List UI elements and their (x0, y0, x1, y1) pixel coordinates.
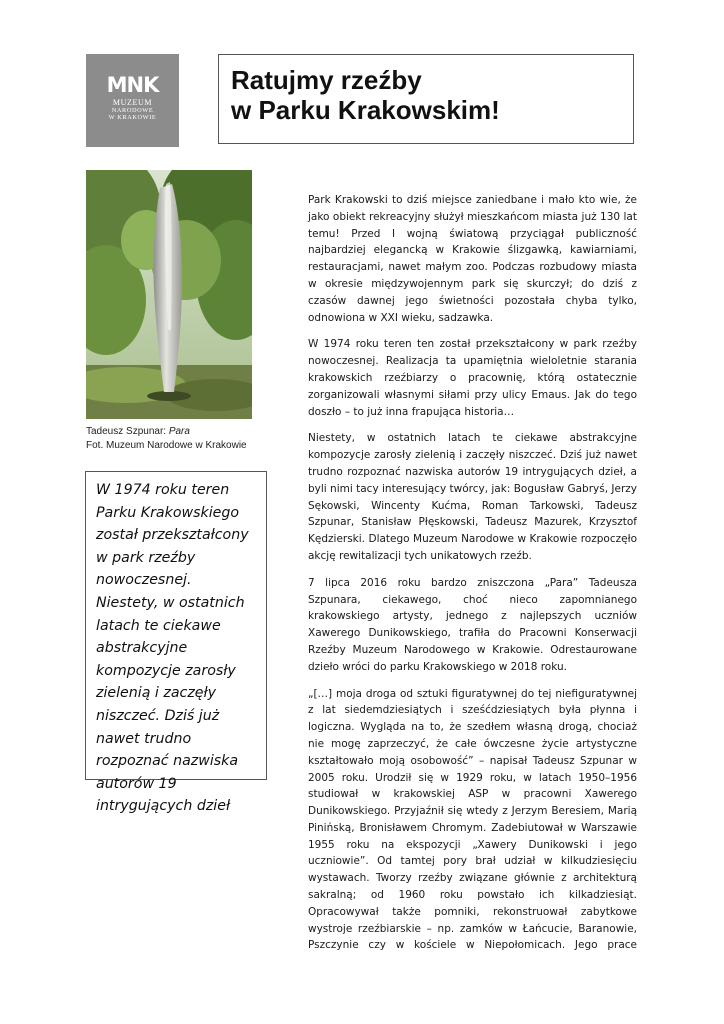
logo-line-1: MUZEUM (112, 98, 153, 107)
sculpture-photo (86, 170, 252, 419)
caption-credit: Fot. Muzeum Narodowe w Krakowie (86, 440, 247, 451)
article-paragraph-3: Niestety, w ostatnich latach te ciekawe abstrakcyjne kompozycje zarosły zielenią i zaczęły niszczeć. Dziś już nawet trudno rozpoznać nazwiska autorów 19 intrygujących dzieł, a byli nimi tacy interesujący twórcy, jak: Bogusław Gabryś, Jerzy Sękowski, Wincenty Kućma, Roman Tarkowski, Tadeusz Szpunar, Stanisław Płęskowski, Tadeusz Mazurek, Krzysztof Kędzierski. Dlatego Muzeum Narodowe w Krakowie rozpoczęło akcję rewitalizacji tych unikatowych rzeźb. (308, 432, 637, 562)
logo-line-2: NARODOWE (111, 107, 154, 114)
article-paragraph-5: „[…] moja droga od sztuki figuratywnej do tej niefiguratywnej z lat siedemdziesiątych i sześćdziesiątych była płynna i logiczna. Wygląda na to, że szedłem własną drogą, chociaż nie mogę zaprzeczyć, że całe ówczesne życie artystyczne kształtowało moją osobowość” – napisał Tadeusz Szpunar w 2005 roku. Urodził się w 1929 roku, w latach 1950–1956 studiował w krakowskiej ASP w pracowni Xawerego Dunikowskiego. Przyjaźnił się wtedy z Jerzym Beresiem, Marią Pinińską, Bronisławem Chromym. Zadebiutował w Warszawie 1955 roku na ekspozycji „Xawery Dunikowski i jego uczniowie”. Od tamtej pory brał udział w kilkudziesięciu wystawach. Tworzy rzeźby związane głównie z architekturą sakralną; od 1960 roku powstało ich kilkadziesiąt. Opracowywał także pomniki, rekonstruował zabytkowe wystroje rzeźbiarskie – np. zamków w Łańcucie, Baranowie, Pszczynie czy w kościele w Niepołomicach. Jego prace (308, 687, 637, 952)
page-bottom-margin (0, 952, 724, 1024)
article-paragraph-1: Park Krakowski to dziś miejsce zaniedbane i mało kto wie, że jako obiekt rekreacyjny służył mieszkańcom miasta już 130 lat temu! Przed I wojną światową przyciągał publiczność najbardziej elegancką w Krakowie ślizgawką, kawiarniami, restauracjami, nawet małym zoo. Podczas rozbudowy miasta w okresie międzywojennym park się skurczył; do dziś z czasów dawnej jego świetności pozostała chyba tylko, odnowiona w XXI wieku, sadzawka. (308, 194, 637, 324)
title-line-2: w Parku Krakowskim! (231, 95, 500, 125)
logo-mark: MNK (106, 73, 159, 97)
museum-logo (86, 54, 179, 147)
title-line-1: Ratujmy rzeźby (231, 65, 422, 95)
logo-line-3: W KRAKOWIE (108, 114, 157, 122)
sculpture-image (86, 170, 252, 419)
page-title (231, 65, 621, 125)
photo-caption (86, 425, 266, 453)
article-paragraph-2: W 1974 roku teren ten został przekształcony w park rzeźby nowoczesnej. Realizacja ta upamiętnia wieloletnie starania krakowskich rzeźbiarzy o pracownię, którą ostatecznie zorganizowali własnymi siłami przy ulicy Emaus. Jak do tego doszło – to już inna frapująca historia… (308, 338, 637, 418)
pull-quote-box (85, 471, 267, 815)
article-body (308, 192, 637, 981)
pull-quote: W 1974 roku teren Parku Krakowskiego został przekształcony w park rzeźby nowoczesnej. Niestety, w ostatnich latach te ciekawe abstrakcyjne kompozycje zarosły zielenią i zaczęły niszczeć. Dziś już nawet trudno rozpoznać nazwiska autorów 19 intrygujących dzieł (96, 482, 249, 815)
caption-work: Para (168, 426, 190, 437)
caption-author: Tadeusz Szpunar: (86, 426, 169, 437)
article-paragraph-4: 7 lipca 2016 roku bardzo zniszczona „Para” Tadeusza Szpunara, ciekawego, choć nieco zapomnianego krakowskiego artysty, jednego z najlepszych uczniów Xawerego Dunikowskiego, trafiła do Pracowni Konserwacji Rzeźby Muzeum Narodowego w Krakowie. Odrestaurowane dzieło wróci do parku Krakowskiego w 2018 roku. (308, 576, 637, 673)
title-box (218, 54, 634, 144)
